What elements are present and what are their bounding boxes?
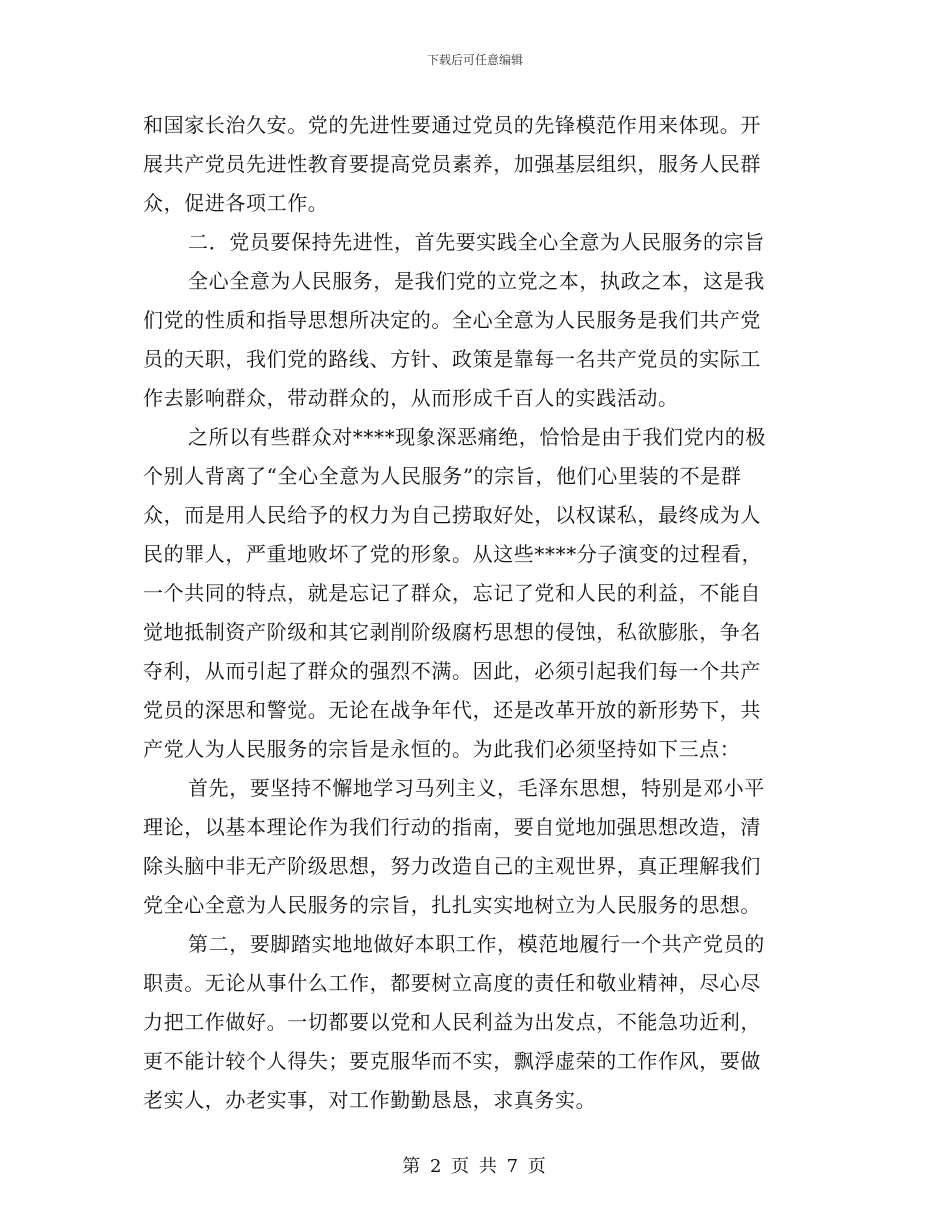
section-heading: 二．党员要保持先进性，首先要实践全心全意为人民服务的宗旨: [188, 230, 765, 254]
text-line: 展共产党员先进性教育要提高党员素养，加强基层组织，服务人民群: [143, 152, 761, 176]
text-line: 众，促进各项工作。: [143, 191, 329, 215]
text-line: 夺利，从而引起了群众的强烈不满。因此，必须引起我们每一个共产: [143, 659, 761, 683]
text-line: 一个共同的特点，就是忘记了群众，忘记了党和人民的利益，不能自: [143, 581, 761, 605]
paragraph-start: 全心全意为人民服务，是我们党的立党之本，执政之本，这是我: [188, 269, 765, 293]
text-line: 作去影响群众，带动群众的，从而形成千百人的实践活动。: [143, 386, 679, 410]
text-line: 党全心全意为人民服务的宗旨，扎扎实实地树立为人民服务的思想。: [143, 893, 761, 917]
text-line: 理论，以基本理论作为我们行动的指南，要自觉地加强思想改造，清: [143, 815, 761, 839]
paragraph-start: 第二，要脚踏实地地做好本职工作，模范地履行一个共产党员的: [188, 932, 765, 956]
text-line: 除头脑中非无产阶级思想，努力改造自己的主观世界，真正理解我们: [143, 854, 761, 878]
paragraph-start: 之所以有些群众对****现象深恶痛绝，恰恰是由于我们党内的极: [188, 425, 766, 449]
text-line: 众，而是用人民给予的权力为自己捞取好处，以权谋私，最终成为人: [143, 503, 761, 527]
text-line: 党员的深思和警觉。无论在战争年代，还是改革开放的新形势下，共: [143, 698, 761, 722]
text-line: 觉地抵制资产阶级和其它剥削阶级腐朽思想的侵蚀，私欲膨胀，争名: [143, 620, 761, 644]
text-line: 老实人，办老实事，对工作勤勤恳恳，求真务实。: [143, 1088, 597, 1112]
page-number: 第 2 页 共 7 页: [402, 1156, 548, 1177]
text-line: 们党的性质和指导思想所决定的。全心全意为人民服务是我们共产党: [143, 308, 761, 332]
text-line: 个别人背离了“全心全意为人民服务”的宗旨，他们心里装的不是群: [143, 464, 742, 488]
text-line: 产党人为人民服务的宗旨是永恒的。为此我们必须坚持如下三点：: [143, 737, 741, 761]
paragraph-start: 首先，要坚持不懈地学习马列主义，毛泽东思想，特别是邓小平: [188, 776, 765, 800]
text-line: 更不能计较个人得失；要克服华而不实，飘浮虚荣的工作作风，要做: [143, 1049, 761, 1073]
text-line: 职责。无论从事什么工作，都要树立高度的责任和敬业精神，尽心尽: [143, 971, 761, 995]
page-header-note: 下载后可任意编辑: [426, 53, 523, 67]
text-line: 员的天职，我们党的路线、方针、政策是靠每一名共产党员的实际工: [143, 347, 761, 371]
text-line: 和国家长治久安。党的先进性要通过党员的先锋模范作用来体现。开: [143, 113, 761, 137]
text-line: 民的罪人，严重地败坏了党的形象。从这些****分子演变的过程看，: [143, 542, 763, 566]
document-body: [143, 106, 808, 1120]
text-line: 力把工作做好。一切都要以党和人民利益为出发点，不能急功近利，: [143, 1010, 761, 1034]
